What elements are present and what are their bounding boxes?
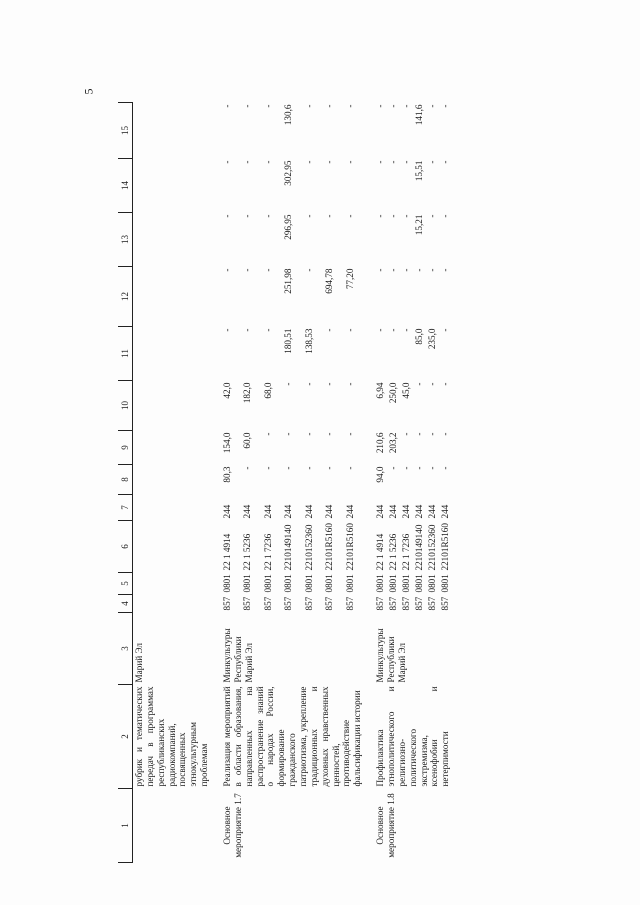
table-cell-c11: -: [262, 328, 273, 332]
measure-name: Профилактика этнополитического и религиозно-политического экстремизма, ксенофобии и нетерпимости: [375, 686, 451, 787]
row-gap: [364, 103, 374, 863]
table-cell-c13: -: [388, 214, 399, 218]
budget-table: [118, 102, 452, 863]
table-cell-c6: 2210152360: [303, 524, 314, 571]
table-cell-c8: -: [414, 466, 425, 470]
table-cell-c13: 296,95: [283, 214, 294, 240]
table-cell-c15: -: [388, 104, 399, 108]
table-cell-c13: -: [427, 214, 438, 218]
table-cell-c8: -: [388, 466, 399, 470]
table-cell-c10: 45,0: [401, 382, 412, 399]
table-cell-c5: 0801: [344, 574, 355, 593]
table-cell-c9: 60,0: [242, 432, 253, 449]
table-cell-c12: -: [414, 268, 425, 272]
table-cell-c15: -: [401, 104, 412, 108]
table-cell-c4: 857: [222, 596, 233, 611]
table-cell-c4: 857: [262, 596, 273, 611]
table-cell-c13: -: [344, 214, 355, 218]
table-cell-c6: 22 1 5236: [388, 533, 399, 571]
table-cell-c10: 250,0: [388, 382, 399, 404]
table-cell-c5: 0801: [401, 574, 412, 593]
table-cell-c10: -: [283, 382, 294, 386]
table-cell-c10: -: [440, 382, 451, 386]
table-cell-c6: 22 1 7236: [262, 533, 273, 571]
continuation-name: рубрик и тематических передач в программах республиканских радиокомпаний, посвященных этнокультурным проблемам: [134, 686, 210, 787]
table-cell-c7: 244: [427, 504, 438, 519]
table-cell-c6: 2210149140: [414, 524, 425, 571]
table-cell-c5: 0801: [414, 574, 425, 593]
measure-group: Основное мероприятие 1.7: [222, 793, 243, 858]
table-cell-c11: -: [388, 328, 399, 332]
table-cell-c8: 80,3: [222, 466, 233, 483]
table-cell-c8: -: [262, 466, 273, 470]
table-cell-c12: 251,98: [283, 268, 294, 294]
table-cell-c4: 857: [427, 596, 438, 611]
table-cell-c6: 22 1 5236: [242, 533, 253, 571]
col-header-6: 6: [118, 521, 133, 573]
table-cell-c6: 22 1 4914: [222, 533, 233, 571]
table-cell-c13: -: [440, 214, 451, 218]
table-cell-c5: 0801: [262, 574, 273, 593]
col-header-10: 10: [118, 381, 133, 431]
col-header-14: 14: [118, 159, 133, 213]
table-cell-c10: -: [303, 382, 314, 386]
table-cell-c8: -: [344, 466, 355, 470]
table-cell-c5: 0801: [440, 574, 451, 593]
table-cell-c8: -: [242, 466, 253, 470]
table-cell-c6: 22 1 7236: [401, 533, 412, 571]
table-cell-c4: 857: [283, 596, 294, 611]
table-cell-c10: 182,0: [242, 382, 253, 404]
continuation-row: [133, 103, 212, 863]
table-cell-c6: 22101R5160: [344, 523, 355, 571]
table-cell-c9: 203,2: [388, 432, 399, 454]
table-cell-c14: 302,95: [283, 160, 294, 186]
table-cell-c15: -: [324, 104, 335, 108]
table-cell-c5: 0801: [242, 574, 253, 593]
table-cell-c15: -: [303, 104, 314, 108]
col-header-11: 11: [118, 327, 133, 381]
table-cell-c9: -: [344, 432, 355, 436]
table-cell-c11: 235,0: [427, 328, 438, 350]
table-cell-c15: -: [440, 104, 451, 108]
table-cell-c8: -: [440, 466, 451, 470]
measure-executor: Минкультуры Республики Марий Эл: [222, 628, 254, 683]
table-cell-c12: -: [375, 268, 386, 272]
table-cell-c14: -: [388, 160, 399, 164]
table-cell-c13: -: [401, 214, 412, 218]
table-cell-c9: -: [401, 432, 412, 436]
table-cell-c14: -: [427, 160, 438, 164]
table-cell-c15: 141,6: [414, 104, 425, 126]
table-cell-c15: -: [242, 104, 253, 108]
table-cell-c4: 857: [375, 596, 386, 611]
table-cell-c11: -: [375, 328, 386, 332]
table-cell-c15: -: [222, 104, 233, 108]
table-cell-c11: -: [324, 328, 335, 332]
table-row: [221, 103, 241, 863]
table-cell-c12: 694,78: [324, 268, 335, 294]
table-cell-c4: 857: [344, 596, 355, 611]
table-cell-c5: 0801: [427, 574, 438, 593]
table-cell-c9: -: [427, 432, 438, 436]
table-cell-c13: -: [324, 214, 335, 218]
measure-executor: Минкультуры Республики Марий Эл: [375, 628, 407, 683]
table-cell-c13: -: [242, 214, 253, 218]
table-cell-c5: 0801: [324, 574, 335, 593]
table-cell-c9: 210,6: [375, 432, 386, 454]
table-cell-c13: -: [375, 214, 386, 218]
col-header-2: 2: [118, 685, 133, 789]
table-cell-c4: 857: [303, 596, 314, 611]
table-cell-c12: -: [388, 268, 399, 272]
table-cell-c8: -: [303, 466, 314, 470]
measure-group: Основное мероприятие 1.8: [375, 793, 397, 858]
table-cell-c5: 0801: [375, 574, 386, 593]
table-cell-c10: 68,0: [262, 382, 273, 399]
table-cell-c4: 857: [440, 596, 451, 611]
table-cell-c11: -: [222, 328, 233, 332]
table-cell-c14: -: [303, 160, 314, 164]
table-cell-c12: -: [242, 268, 253, 272]
col-header-13: 13: [118, 213, 133, 267]
table-cell-c5: 0801: [283, 574, 294, 593]
table-cell-c15: -: [375, 104, 386, 108]
table-cell-c10: 42,0: [222, 382, 233, 399]
col-header-3: 3: [118, 613, 133, 685]
table-cell-c12: -: [427, 268, 438, 272]
table-row: [374, 103, 387, 863]
table-cell-c8: -: [427, 466, 438, 470]
table-cell-c7: 244: [414, 504, 425, 519]
col-header-9: 9: [118, 431, 133, 465]
table-cell-c7: 244: [388, 504, 399, 519]
table-cell-c14: 15,51: [414, 160, 425, 182]
table-cell-c8: 94,0: [375, 466, 386, 483]
rotated-table-sheet: [118, 103, 588, 863]
table-cell-c9: -: [414, 432, 425, 436]
table-cell-c9: -: [440, 432, 451, 436]
page-number: 5: [81, 88, 96, 95]
table-cell-c14: -: [375, 160, 386, 164]
table-cell-c7: 244: [303, 504, 314, 519]
col-header-4: 4: [118, 595, 133, 613]
table-cell-c9: 154,0: [222, 432, 233, 454]
table-cell-c15: 130,6: [283, 104, 294, 126]
table-cell-c7: 244: [375, 504, 386, 519]
table-cell-c8: -: [401, 466, 412, 470]
table-cell-c6: 2210152360: [427, 524, 438, 571]
table-cell-c6: 22101R5160: [440, 523, 451, 571]
table-cell-c7: 244: [242, 504, 253, 519]
table-cell-c11: -: [440, 328, 451, 332]
table-cell-c7: 244: [283, 504, 294, 519]
table-cell-c13: -: [262, 214, 273, 218]
table-cell-c13: 15,21: [414, 214, 425, 236]
table-cell-c7: 244: [222, 504, 233, 519]
table-cell-c4: 857: [242, 596, 253, 611]
continuation-executor: Марий Эл: [134, 643, 144, 683]
table-cell-c10: -: [344, 382, 355, 386]
table-cell-c14: -: [324, 160, 335, 164]
table-cell-c15: -: [427, 104, 438, 108]
table-cell-c11: -: [401, 328, 412, 332]
table-cell-c9: -: [262, 432, 273, 436]
table-cell-c14: -: [344, 160, 355, 164]
table-cell-c11: 180,51: [283, 328, 294, 354]
table-cell-c7: 244: [401, 504, 412, 519]
col-header-1: 1: [118, 789, 133, 863]
table-cell-c11: 138,53: [303, 328, 314, 354]
table-cell-c14: -: [440, 160, 451, 164]
table-cell-c12: -: [303, 268, 314, 272]
table-cell-c15: -: [262, 104, 273, 108]
table-cell-c12: -: [440, 268, 451, 272]
table-cell-c14: -: [262, 160, 273, 164]
table-cell-c13: -: [222, 214, 233, 218]
table-cell-c6: 22101R5160: [324, 523, 335, 571]
table-cell-c12: -: [262, 268, 273, 272]
table-cell-c4: 857: [414, 596, 425, 611]
table-cell-c11: -: [344, 328, 355, 332]
table-cell-c11: -: [242, 328, 253, 332]
table-cell-c10: -: [427, 382, 438, 386]
table-cell-c12: -: [222, 268, 233, 272]
table-cell-c5: 0801: [222, 574, 233, 593]
table-cell-c7: 244: [344, 504, 355, 519]
table-cell-c8: -: [324, 466, 335, 470]
column-number-row: [118, 103, 133, 863]
measure-name: Реализация мероприятий в области образования, направленных на распространение знаний о народах России, формирование гражданского патриотизма, укрепление традиционных и духовных нравственных ценностей, противодействие фальсификации истории: [222, 686, 363, 787]
col-header-5: 5: [118, 573, 133, 595]
table-cell-c5: 0801: [303, 574, 314, 593]
table-cell-c9: -: [283, 432, 294, 436]
table-cell-c14: -: [222, 160, 233, 164]
col-header-7: 7: [118, 495, 133, 521]
col-header-15: 15: [118, 103, 133, 159]
table-cell-c7: 244: [324, 504, 335, 519]
table-cell-c4: 857: [388, 596, 399, 611]
table-cell-c4: 857: [324, 596, 335, 611]
table-cell-c11: 85,0: [414, 328, 425, 345]
table-cell-c10: 6,94: [375, 382, 386, 399]
table-cell-c14: -: [242, 160, 253, 164]
table-cell-c10: -: [324, 382, 335, 386]
col-header-8: 8: [118, 465, 133, 495]
row-gap: [211, 103, 221, 863]
table-cell-c8: -: [283, 466, 294, 470]
table-cell-c13: -: [303, 214, 314, 218]
table-cell-c7: 244: [440, 504, 451, 519]
table-cell-c12: -: [401, 268, 412, 272]
table-cell-c9: -: [303, 432, 314, 436]
table-cell-c4: 857: [401, 596, 412, 611]
table-cell-c10: -: [414, 382, 425, 386]
table-cell-c9: -: [324, 432, 335, 436]
table-cell-c15: -: [344, 104, 355, 108]
table-cell-c5: 0801: [388, 574, 399, 593]
table-body: [133, 103, 453, 863]
table-cell-c14: -: [401, 160, 412, 164]
col-header-12: 12: [118, 267, 133, 327]
table-cell-c6: 2210149140: [283, 524, 294, 571]
table-cell-c7: 244: [262, 504, 273, 519]
table-cell-c12: 77,20: [344, 268, 355, 290]
table-cell-c6: 22 1 4914: [375, 533, 386, 571]
